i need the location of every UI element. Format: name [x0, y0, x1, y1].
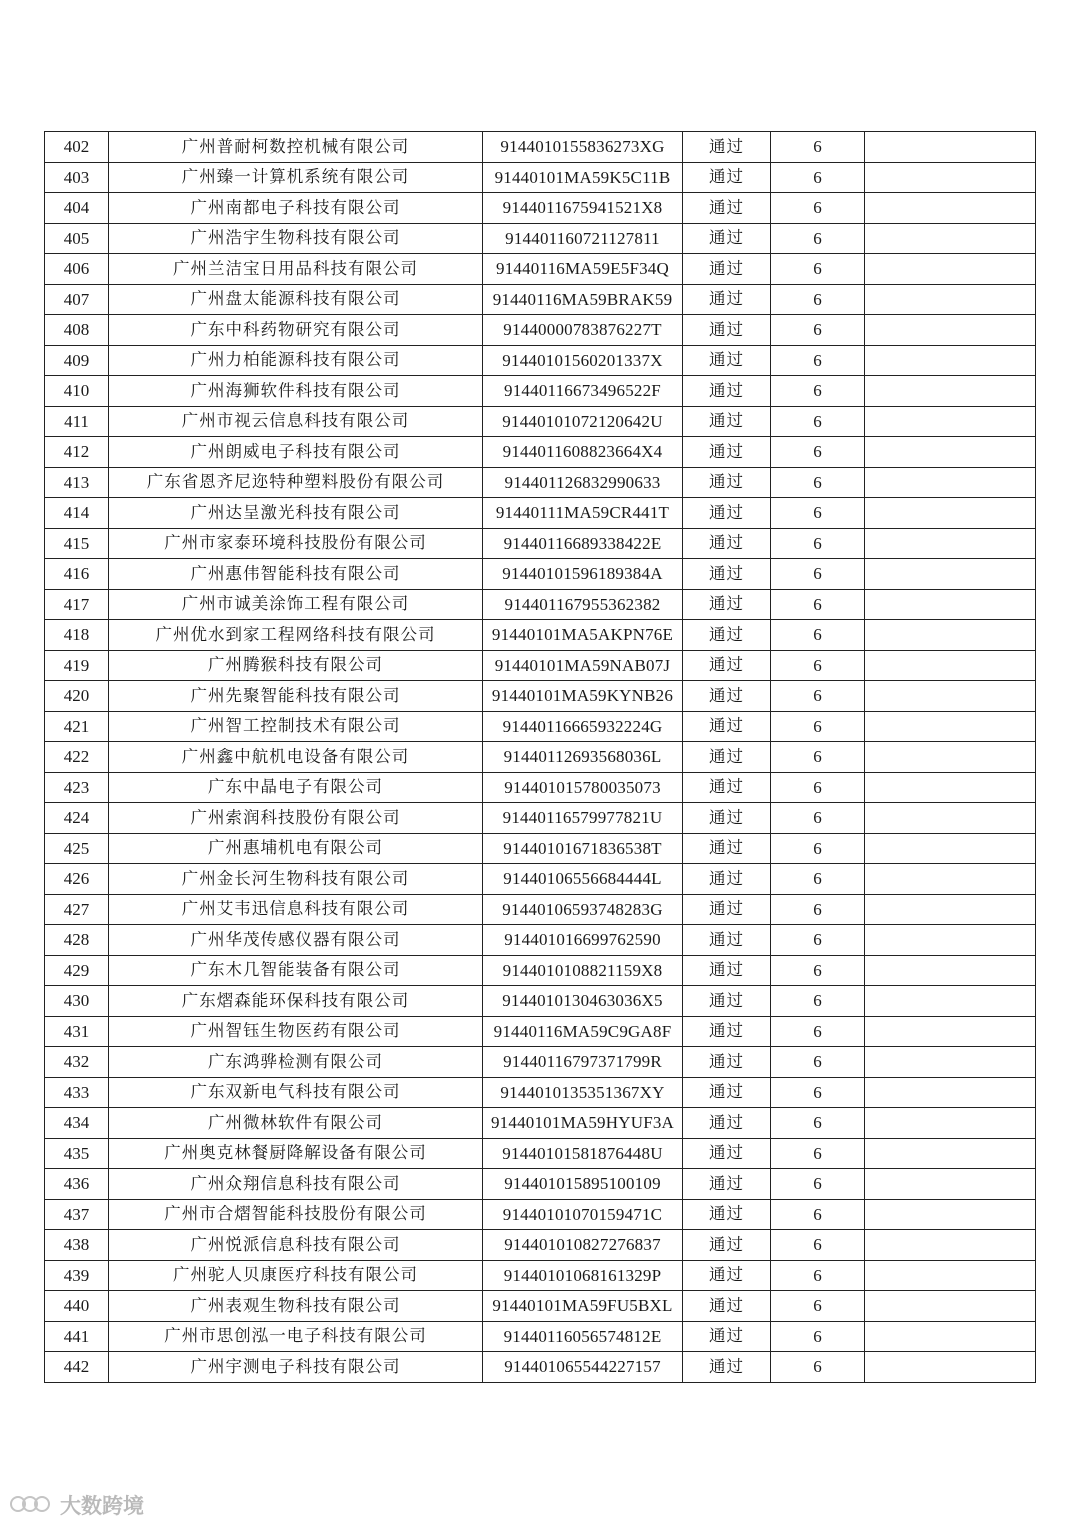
watermark	[8, 1490, 144, 1520]
row-number-cell: 424	[45, 803, 109, 834]
review-result-cell: 通过	[683, 1169, 771, 1200]
row-number-cell: 414	[45, 498, 109, 529]
table-body	[45, 132, 1036, 1383]
credit-code-cell: 91440101068161329P	[483, 1260, 683, 1291]
row-number-cell: 431	[45, 1016, 109, 1047]
row-number-cell: 441	[45, 1321, 109, 1352]
remarks-cell	[865, 1016, 1036, 1047]
review-result-cell: 通过	[683, 833, 771, 864]
review-result-cell: 通过	[683, 284, 771, 315]
company-name-cell: 广州普耐柯数控机械有限公司	[109, 132, 483, 163]
review-result-cell: 通过	[683, 162, 771, 193]
row-number-cell: 434	[45, 1108, 109, 1139]
remarks-cell	[865, 1230, 1036, 1261]
company-name-cell: 广州朗威电子科技有限公司	[109, 437, 483, 468]
credit-code-cell: 91440101MA5AKPN76E	[483, 620, 683, 651]
company-name-cell: 广东省恩齐尼迩特种塑料股份有限公司	[109, 467, 483, 498]
row-number-cell: 425	[45, 833, 109, 864]
credit-code-cell: 91440116665932224G	[483, 711, 683, 742]
table-row	[45, 1108, 1036, 1139]
credit-code-cell: 91440111MA59CR441T	[483, 498, 683, 529]
row-number-cell: 430	[45, 986, 109, 1017]
table-row	[45, 467, 1036, 498]
credit-code-cell: 914401015583​6273XG	[483, 132, 683, 163]
row-number-cell: 409	[45, 345, 109, 376]
review-result-cell: 通过	[683, 681, 771, 712]
credit-code-cell: 9144011608823664X4	[483, 437, 683, 468]
company-name-cell: 广州惠埔机电有限公司	[109, 833, 483, 864]
row-number-cell: 421	[45, 711, 109, 742]
row-number-cell: 433	[45, 1077, 109, 1108]
credit-code-cell: 91440101596189384A	[483, 559, 683, 590]
table-row	[45, 1138, 1036, 1169]
score-cell: 6	[771, 193, 865, 224]
company-name-cell: 广州市合熠智能科技股份有限公司	[109, 1199, 483, 1230]
score-cell: 6	[771, 345, 865, 376]
row-number-cell: 415	[45, 528, 109, 559]
row-number-cell: 413	[45, 467, 109, 498]
company-name-cell: 广州兰洁宝日用品科技有限公司	[109, 254, 483, 285]
score-cell: 6	[771, 406, 865, 437]
score-cell: 6	[771, 1230, 865, 1261]
row-number-cell: 417	[45, 589, 109, 620]
score-cell: 6	[771, 1260, 865, 1291]
table-row	[45, 1260, 1036, 1291]
watermark-text: 大数跨境	[60, 1494, 144, 1518]
table-row	[45, 1291, 1036, 1322]
remarks-cell	[865, 1138, 1036, 1169]
company-name-cell: 广州华茂传感仪器有限公司	[109, 925, 483, 956]
credit-code-cell: 91440101MA59NAB07J	[483, 650, 683, 681]
table-row	[45, 589, 1036, 620]
remarks-cell	[865, 1077, 1036, 1108]
row-number-cell: 410	[45, 376, 109, 407]
row-number-cell: 402	[45, 132, 109, 163]
company-name-cell: 广州市视云信息科技有限公司	[109, 406, 483, 437]
table-row	[45, 193, 1036, 224]
remarks-cell	[865, 284, 1036, 315]
table-row	[45, 254, 1036, 285]
credit-code-cell: 914401010827276837	[483, 1230, 683, 1261]
row-number-cell: 437	[45, 1199, 109, 1230]
row-number-cell: 422	[45, 742, 109, 773]
company-name-cell: 广东鸿骅检测有限公司	[109, 1047, 483, 1078]
row-number-cell: 419	[45, 650, 109, 681]
remarks-cell	[865, 772, 1036, 803]
review-result-cell: 通过	[683, 955, 771, 986]
credit-code-cell: 91440101072120642U	[483, 406, 683, 437]
table-row	[45, 1077, 1036, 1108]
remarks-cell	[865, 803, 1036, 834]
review-result-cell: 通过	[683, 1199, 771, 1230]
remarks-cell	[865, 833, 1036, 864]
row-number-cell: 440	[45, 1291, 109, 1322]
table-row	[45, 650, 1036, 681]
company-name-cell: 广州达呈激光科技有限公司	[109, 498, 483, 529]
score-cell: 6	[771, 772, 865, 803]
credit-code-cell: 91440101070159471C	[483, 1199, 683, 1230]
credit-code-cell: 91440106593748283G	[483, 894, 683, 925]
remarks-cell	[865, 1047, 1036, 1078]
remarks-cell	[865, 559, 1036, 590]
table-row	[45, 894, 1036, 925]
credit-code-cell: 9144010130463036X5	[483, 986, 683, 1017]
table-row	[45, 955, 1036, 986]
review-result-cell: 通过	[683, 315, 771, 346]
credit-code-cell: 914401016699762590	[483, 925, 683, 956]
credit-code-cell: 91440101MA59HYUF3A	[483, 1108, 683, 1139]
review-result-cell: 通过	[683, 376, 771, 407]
credit-code-cell: 9144011675941521X8	[483, 193, 683, 224]
row-number-cell: 405	[45, 223, 109, 254]
remarks-cell	[865, 711, 1036, 742]
company-name-cell: 广州奥克林餐厨降解设备有限公司	[109, 1138, 483, 1169]
company-name-cell: 广州盘太能源科技有限公司	[109, 284, 483, 315]
credit-code-cell: 91440116579977821U	[483, 803, 683, 834]
row-number-cell: 418	[45, 620, 109, 651]
table-row	[45, 986, 1036, 1017]
credit-code-cell: 91440116673496522F	[483, 376, 683, 407]
row-number-cell: 403	[45, 162, 109, 193]
credit-code-cell: 914401160721127811	[483, 223, 683, 254]
row-number-cell: 416	[45, 559, 109, 590]
remarks-cell	[865, 1291, 1036, 1322]
row-number-cell: 404	[45, 193, 109, 224]
row-number-cell: 442	[45, 1352, 109, 1383]
score-cell: 6	[771, 284, 865, 315]
company-name-cell: 广州鑫中航机电设备有限公司	[109, 742, 483, 773]
score-cell: 6	[771, 223, 865, 254]
row-number-cell: 429	[45, 955, 109, 986]
review-result-cell: 通过	[683, 650, 771, 681]
review-result-cell: 通过	[683, 437, 771, 468]
company-name-cell: 广州先聚智能科技有限公司	[109, 681, 483, 712]
score-cell: 6	[771, 437, 865, 468]
score-cell: 6	[771, 711, 865, 742]
score-cell: 6	[771, 315, 865, 346]
remarks-cell	[865, 254, 1036, 285]
company-name-cell: 广州力柏能源科技有限公司	[109, 345, 483, 376]
remarks-cell	[865, 528, 1036, 559]
credit-code-cell: 914401015780035073	[483, 772, 683, 803]
company-name-cell: 广州浩宇生物科技有限公司	[109, 223, 483, 254]
table-row	[45, 803, 1036, 834]
remarks-cell	[865, 1260, 1036, 1291]
table-row	[45, 406, 1036, 437]
remarks-cell	[865, 1199, 1036, 1230]
company-name-cell: 广州微林软件有限公司	[109, 1108, 483, 1139]
row-number-cell: 438	[45, 1230, 109, 1261]
score-cell: 6	[771, 1138, 865, 1169]
score-cell: 6	[771, 650, 865, 681]
score-cell: 6	[771, 1199, 865, 1230]
score-cell: 6	[771, 254, 865, 285]
credit-code-cell: 91440112693568036L	[483, 742, 683, 773]
review-result-cell: 通过	[683, 1016, 771, 1047]
company-name-cell: 广州南都电子科技有限公司	[109, 193, 483, 224]
table-row	[45, 223, 1036, 254]
score-cell: 6	[771, 467, 865, 498]
remarks-cell	[865, 345, 1036, 376]
company-name-cell: 广州索润科技股份有限公司	[109, 803, 483, 834]
row-number-cell: 428	[45, 925, 109, 956]
table-row	[45, 742, 1036, 773]
remarks-cell	[865, 620, 1036, 651]
score-cell: 6	[771, 1321, 865, 1352]
row-number-cell: 439	[45, 1260, 109, 1291]
review-result-cell: 通过	[683, 132, 771, 163]
row-number-cell: 407	[45, 284, 109, 315]
remarks-cell	[865, 864, 1036, 895]
credit-code-cell: 91440116MA59E5F34Q	[483, 254, 683, 285]
table-row	[45, 162, 1036, 193]
remarks-cell	[865, 223, 1036, 254]
review-result-cell: 通过	[683, 1260, 771, 1291]
review-result-cell: 通过	[683, 803, 771, 834]
review-result-cell: 通过	[683, 467, 771, 498]
company-name-cell: 广州市家泰环境科技股份有限公司	[109, 528, 483, 559]
table-row	[45, 1169, 1036, 1200]
score-cell: 6	[771, 986, 865, 1017]
company-name-cell: 广州艾韦迅信息科技有限公司	[109, 894, 483, 925]
remarks-cell	[865, 406, 1036, 437]
row-number-cell: 412	[45, 437, 109, 468]
table-row	[45, 1321, 1036, 1352]
table-row	[45, 711, 1036, 742]
table-row	[45, 437, 1036, 468]
table-row	[45, 528, 1036, 559]
credit-code-cell: 914401015895100109	[483, 1169, 683, 1200]
review-result-cell: 通过	[683, 772, 771, 803]
remarks-cell	[865, 315, 1036, 346]
table-row	[45, 284, 1036, 315]
company-list-table	[44, 131, 1036, 1383]
row-number-cell: 423	[45, 772, 109, 803]
remarks-cell	[865, 498, 1036, 529]
review-result-cell: 通过	[683, 1138, 771, 1169]
score-cell: 6	[771, 955, 865, 986]
company-name-cell: 广州宇测电子科技有限公司	[109, 1352, 483, 1383]
table-row	[45, 376, 1036, 407]
score-cell: 6	[771, 894, 865, 925]
credit-code-cell: 91440116797371799R	[483, 1047, 683, 1078]
weibo-logo-icon	[8, 1492, 54, 1518]
review-result-cell: 通过	[683, 1230, 771, 1261]
review-result-cell: 通过	[683, 711, 771, 742]
review-result-cell: 通过	[683, 1291, 771, 1322]
remarks-cell	[865, 437, 1036, 468]
company-name-cell: 广东熠森能环保科技有限公司	[109, 986, 483, 1017]
company-name-cell: 广州海狮软件科技有限公司	[109, 376, 483, 407]
score-cell: 6	[771, 1016, 865, 1047]
credit-code-cell: 9144010108821159X8	[483, 955, 683, 986]
remarks-cell	[865, 1108, 1036, 1139]
table-row	[45, 833, 1036, 864]
company-name-cell: 广州表观生物科技有限公司	[109, 1291, 483, 1322]
remarks-cell	[865, 1321, 1036, 1352]
score-cell: 6	[771, 1352, 865, 1383]
score-cell: 6	[771, 864, 865, 895]
table-row	[45, 132, 1036, 163]
company-name-cell: 广州智钰生物医药有限公司	[109, 1016, 483, 1047]
score-cell: 6	[771, 681, 865, 712]
table-row	[45, 498, 1036, 529]
table-row	[45, 1047, 1036, 1078]
credit-code-cell: 91440101MA59FU5BXL	[483, 1291, 683, 1322]
review-result-cell: 通过	[683, 254, 771, 285]
table-row	[45, 1352, 1036, 1383]
review-result-cell: 通过	[683, 589, 771, 620]
score-cell: 6	[771, 589, 865, 620]
score-cell: 6	[771, 742, 865, 773]
row-number-cell: 408	[45, 315, 109, 346]
remarks-cell	[865, 955, 1036, 986]
company-name-cell: 广州众翔信息科技有限公司	[109, 1169, 483, 1200]
remarks-cell	[865, 1352, 1036, 1383]
credit-code-cell: 91440000783876227T	[483, 315, 683, 346]
credit-code-cell: 914401065544227157	[483, 1352, 683, 1383]
score-cell: 6	[771, 803, 865, 834]
company-name-cell: 广州市诚美涂饰工程有限公司	[109, 589, 483, 620]
remarks-cell	[865, 162, 1036, 193]
credit-code-cell: 91440101671836538T	[483, 833, 683, 864]
company-name-cell: 广州腾猴科技有限公司	[109, 650, 483, 681]
score-cell: 6	[771, 498, 865, 529]
table-row	[45, 620, 1036, 651]
remarks-cell	[865, 650, 1036, 681]
score-cell: 6	[771, 833, 865, 864]
remarks-cell	[865, 132, 1036, 163]
company-name-cell: 广州市思创泓一电子科技有限公司	[109, 1321, 483, 1352]
company-name-cell: 广东中科药物研究有限公司	[109, 315, 483, 346]
table-row	[45, 925, 1036, 956]
review-result-cell: 通过	[683, 1108, 771, 1139]
credit-code-cell: 91440116MA59BRAK59	[483, 284, 683, 315]
credit-code-cell: 914401126832990633	[483, 467, 683, 498]
company-name-cell: 广州优水到家工程网络科技有限公司	[109, 620, 483, 651]
credit-code-cell: 91440116MA59C9GA8F	[483, 1016, 683, 1047]
table-row	[45, 772, 1036, 803]
table-row	[45, 1016, 1036, 1047]
review-result-cell: 通过	[683, 223, 771, 254]
remarks-cell	[865, 742, 1036, 773]
row-number-cell: 420	[45, 681, 109, 712]
company-name-cell: 广州驼人贝康医疗科技有限公司	[109, 1260, 483, 1291]
remarks-cell	[865, 589, 1036, 620]
review-result-cell: 通过	[683, 345, 771, 376]
review-result-cell: 通过	[683, 1077, 771, 1108]
table-row	[45, 1230, 1036, 1261]
score-cell: 6	[771, 1291, 865, 1322]
company-name-cell: 广东双新电气科技有限公司	[109, 1077, 483, 1108]
company-name-cell: 广东中晶电子有限公司	[109, 772, 483, 803]
credit-code-cell: 91440101581876448U	[483, 1138, 683, 1169]
review-result-cell: 通过	[683, 620, 771, 651]
row-number-cell: 436	[45, 1169, 109, 1200]
credit-code-cell: 91440116056574812E	[483, 1321, 683, 1352]
score-cell: 6	[771, 620, 865, 651]
table-row	[45, 1199, 1036, 1230]
credit-code-cell: 91440106556684444L	[483, 864, 683, 895]
review-result-cell: 通过	[683, 894, 771, 925]
table-row	[45, 559, 1036, 590]
company-name-cell: 广东木几智能装备有限公司	[109, 955, 483, 986]
score-cell: 6	[771, 1077, 865, 1108]
row-number-cell: 427	[45, 894, 109, 925]
table-row	[45, 864, 1036, 895]
credit-code-cell: 91440116689338422E	[483, 528, 683, 559]
review-result-cell: 通过	[683, 742, 771, 773]
review-result-cell: 通过	[683, 1352, 771, 1383]
review-result-cell: 通过	[683, 1047, 771, 1078]
score-cell: 6	[771, 925, 865, 956]
review-result-cell: 通过	[683, 406, 771, 437]
review-result-cell: 通过	[683, 528, 771, 559]
score-cell: 6	[771, 162, 865, 193]
company-name-cell: 广州惠伟智能科技有限公司	[109, 559, 483, 590]
row-number-cell: 406	[45, 254, 109, 285]
credit-code-cell: 91440101560201337X	[483, 345, 683, 376]
score-cell: 6	[771, 559, 865, 590]
company-name-cell: 广州金长河生物科技有限公司	[109, 864, 483, 895]
remarks-cell	[865, 1169, 1036, 1200]
review-result-cell: 通过	[683, 864, 771, 895]
credit-code-cell: 91440101MA59KYNB26	[483, 681, 683, 712]
score-cell: 6	[771, 528, 865, 559]
company-name-cell: 广州臻一计算机系统有限公司	[109, 162, 483, 193]
company-name-cell: 广州悦派信息科技有限公司	[109, 1230, 483, 1261]
remarks-cell	[865, 894, 1036, 925]
row-number-cell: 432	[45, 1047, 109, 1078]
credit-code-cell: 914401013535136​7XY	[483, 1077, 683, 1108]
score-cell: 6	[771, 1108, 865, 1139]
row-number-cell: 435	[45, 1138, 109, 1169]
review-result-cell: 通过	[683, 986, 771, 1017]
remarks-cell	[865, 925, 1036, 956]
remarks-cell	[865, 193, 1036, 224]
review-result-cell: 通过	[683, 559, 771, 590]
review-result-cell: 通过	[683, 193, 771, 224]
review-result-cell: 通过	[683, 1321, 771, 1352]
remarks-cell	[865, 681, 1036, 712]
company-name-cell: 广州智工控制技术有限公司	[109, 711, 483, 742]
score-cell: 6	[771, 376, 865, 407]
row-number-cell: 426	[45, 864, 109, 895]
score-cell: 6	[771, 132, 865, 163]
table-row	[45, 345, 1036, 376]
remarks-cell	[865, 467, 1036, 498]
remarks-cell	[865, 376, 1036, 407]
table-row	[45, 681, 1036, 712]
row-number-cell: 411	[45, 406, 109, 437]
table-row	[45, 315, 1036, 346]
remarks-cell	[865, 986, 1036, 1017]
review-result-cell: 通过	[683, 498, 771, 529]
review-result-cell: 通过	[683, 925, 771, 956]
credit-code-cell: 914401167955362382	[483, 589, 683, 620]
credit-code-cell: 91440101MA59K5C11B	[483, 162, 683, 193]
score-cell: 6	[771, 1047, 865, 1078]
score-cell: 6	[771, 1169, 865, 1200]
